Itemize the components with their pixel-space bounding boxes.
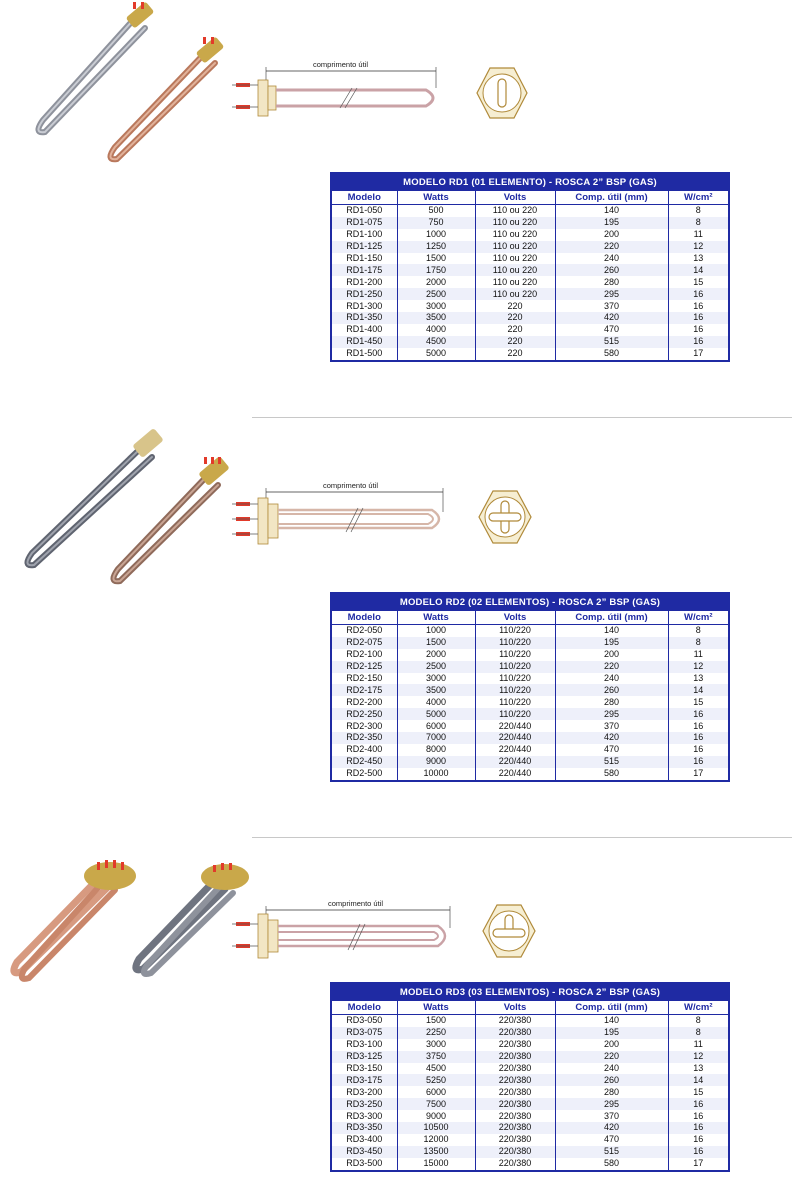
dimension-label: comprimento útil (313, 60, 369, 69)
table-cell: 220 (475, 348, 555, 361)
table-cell: RD1-450 (331, 336, 397, 348)
table-cell: 110 ou 220 (475, 288, 555, 300)
section-rd1 (0, 0, 800, 410)
technical-drawing (228, 58, 448, 128)
technical-drawing (228, 480, 453, 555)
table-cell: 220 (555, 1051, 668, 1063)
column-header: Volts (475, 611, 555, 625)
table-cell: 220 (555, 661, 668, 673)
column-header: Modelo (331, 1001, 397, 1015)
table-cell: 13 (668, 673, 729, 685)
table-cell: RD2-075 (331, 637, 397, 649)
table-row (331, 1074, 729, 1086)
table-cell: 6000 (397, 720, 475, 732)
section-divider (252, 837, 792, 838)
table-cell: 8 (668, 625, 729, 637)
column-header: W/cm² (668, 1001, 729, 1015)
column-header: Comp. útil (mm) (555, 191, 668, 205)
table-cell: 140 (555, 205, 668, 217)
table-cell: 200 (555, 1039, 668, 1051)
table-cell: RD2-400 (346, 744, 383, 755)
table-cell: 220/380 (475, 1122, 555, 1134)
table-row (331, 312, 729, 324)
table-cell: 220/380 (475, 1146, 555, 1158)
section-rd3 (0, 840, 800, 1200)
table-cell: RD2-350 (331, 732, 397, 744)
table-cell: 3000 (397, 1039, 475, 1051)
table-cell: 110/220 (475, 696, 555, 708)
table-cell: 4500 (397, 336, 475, 348)
column-header: Modelo (331, 611, 397, 625)
table-cell: 110/220 (475, 673, 555, 685)
table-cell: 110/220 (475, 637, 555, 649)
table-row (331, 696, 729, 708)
table-cell: 750 (397, 217, 475, 229)
table-cell: 110 ou 220 (475, 205, 555, 217)
dimension-label: comprimento útil (328, 899, 384, 908)
table-cell: RD3-450 (331, 1146, 397, 1158)
table-cell: RD1-200 (346, 276, 383, 287)
heater-photo-copper (100, 455, 240, 590)
table-cell: 16 (668, 288, 729, 300)
table-cell: 200 (555, 649, 668, 661)
table-row (331, 1086, 729, 1098)
table-cell: 295 (555, 708, 668, 720)
table-cell: RD1-350 (331, 312, 397, 324)
column-header: Watts (397, 191, 475, 205)
end-view-drawing (480, 902, 538, 960)
table-cell: 220/440 (475, 768, 555, 781)
table-cell: 16 (668, 744, 729, 756)
table-cell: RD3-300 (346, 1110, 383, 1121)
table-cell: 420 (555, 1122, 668, 1134)
table-cell: 13 (668, 1063, 729, 1075)
table-cell: 16 (668, 1098, 729, 1110)
table-cell: 370 (555, 1110, 668, 1122)
technical-drawing (228, 898, 458, 968)
table-row (331, 241, 729, 253)
table-cell: 16 (668, 732, 729, 744)
table-cell: 1500 (397, 637, 475, 649)
table-row (331, 205, 729, 217)
column-header: W/cm² (668, 191, 729, 205)
spec-table-rd1 (330, 172, 730, 362)
table-cell: 260 (555, 1074, 668, 1086)
table-row (331, 1098, 729, 1110)
heater-photo-copper (5, 850, 145, 985)
table-cell: 580 (555, 1158, 668, 1171)
table-cell: 470 (555, 324, 668, 336)
table-cell: RD2-050 (346, 625, 383, 636)
column-header: Volts (475, 191, 555, 205)
table-cell: 2250 (397, 1027, 475, 1039)
table-row (331, 1110, 729, 1122)
table-cell: 16 (668, 756, 729, 768)
table-cell: RD1-250 (331, 288, 397, 300)
section-rd2 (0, 420, 800, 830)
table-cell: RD2-150 (346, 673, 383, 683)
table-cell: 110/220 (475, 625, 555, 637)
table-cell: 110 ou 220 (475, 241, 555, 253)
table-row (331, 720, 729, 732)
table-cell: 515 (555, 756, 668, 768)
table-row (331, 708, 729, 720)
table-cell: 220 (475, 312, 555, 324)
table-cell: 220/380 (475, 1134, 555, 1146)
table-cell: RD1-050 (346, 205, 383, 216)
table-row (331, 288, 729, 300)
table-cell: RD1-400 (346, 324, 383, 335)
table-row (331, 625, 729, 637)
table-cell: 140 (555, 625, 668, 637)
table-cell: 370 (555, 720, 668, 732)
table-row (331, 732, 729, 744)
table-cell: 260 (555, 684, 668, 696)
column-header: Comp. útil (mm) (555, 1001, 668, 1015)
table-cell: 2500 (397, 288, 475, 300)
table-cell: 9000 (397, 756, 475, 768)
table-cell: 220/380 (475, 1039, 555, 1051)
table-cell: RD3-100 (346, 1039, 383, 1050)
table-row (331, 264, 729, 276)
table-cell: 16 (668, 1134, 729, 1146)
table-row (331, 1063, 729, 1075)
table-row (331, 756, 729, 768)
table-cell: 220/380 (475, 1063, 555, 1075)
table-row (331, 637, 729, 649)
table-row (331, 684, 729, 696)
table-cell: 110/220 (475, 708, 555, 720)
table-cell: 295 (555, 288, 668, 300)
table-cell: 240 (555, 1063, 668, 1075)
table-cell: 220/440 (475, 720, 555, 732)
table-cell: 8 (668, 205, 729, 217)
table-cell: 12 (668, 1051, 729, 1063)
table-cell: 16 (668, 312, 729, 324)
column-header: Watts (397, 611, 475, 625)
spec-table-rd3 (330, 982, 730, 1172)
table-cell: 9000 (397, 1110, 475, 1122)
table-cell: 15 (668, 696, 729, 708)
table-cell: 220/380 (475, 1051, 555, 1063)
table-cell: RD2-100 (346, 649, 383, 660)
table-cell: 420 (555, 312, 668, 324)
table-cell: 2500 (397, 661, 475, 673)
table-cell: RD3-500 (346, 1158, 383, 1169)
table-cell: 3500 (397, 684, 475, 696)
table-row (331, 1039, 729, 1051)
table-cell: 220 (555, 241, 668, 253)
table-cell: 13 (668, 253, 729, 265)
table-cell: RD2-200 (346, 696, 383, 707)
table-row (331, 1051, 729, 1063)
table-cell: RD3-075 (331, 1027, 397, 1039)
table-cell: 3750 (397, 1051, 475, 1063)
dimension-label: comprimento útil (323, 481, 379, 490)
table-cell: 8 (668, 1015, 729, 1027)
table-cell: 110/220 (475, 661, 555, 673)
table-cell: 110 ou 220 (475, 264, 555, 276)
table-cell: 16 (668, 324, 729, 336)
table-cell: 1250 (397, 241, 475, 253)
table-cell: 110 ou 220 (475, 229, 555, 241)
table-cell: 1000 (397, 229, 475, 241)
table-row (331, 348, 729, 361)
table-title: MODELO RD2 (02 ELEMENTOS) - ROSCA 2” BSP (GAS) (331, 593, 729, 611)
table-cell: 17 (668, 1158, 729, 1171)
table-cell: RD2-250 (331, 708, 397, 720)
spec-table-rd2 (330, 592, 730, 782)
table-cell: 5250 (397, 1074, 475, 1086)
table-cell: 16 (668, 1110, 729, 1122)
column-header: Watts (397, 1001, 475, 1015)
table-cell: 195 (555, 637, 668, 649)
table-cell: 515 (555, 336, 668, 348)
column-header: Comp. útil (mm) (555, 611, 668, 625)
table-cell: 4000 (397, 696, 475, 708)
table-cell: 10500 (397, 1122, 475, 1134)
table-cell: 1500 (397, 253, 475, 265)
section-divider (252, 417, 792, 418)
end-view-drawing (474, 65, 530, 121)
table-cell: RD3-050 (346, 1015, 383, 1026)
table-cell: 220/380 (475, 1027, 555, 1039)
table-row (331, 1015, 729, 1027)
table-cell: 515 (555, 1146, 668, 1158)
table-cell: 280 (555, 1086, 668, 1098)
table-cell: 13500 (397, 1146, 475, 1158)
table-cell: 240 (555, 253, 668, 265)
table-cell: RD1-075 (331, 217, 397, 229)
table-cell: 280 (555, 276, 668, 288)
table-row (331, 1158, 729, 1171)
table-cell: 5000 (397, 708, 475, 720)
table-cell: 16 (668, 720, 729, 732)
table-cell: 220/380 (475, 1086, 555, 1098)
table-cell: 500 (397, 205, 475, 217)
table-row (331, 661, 729, 673)
table-cell: 140 (555, 1015, 668, 1027)
table-cell: 12000 (397, 1134, 475, 1146)
table-cell: 195 (555, 1027, 668, 1039)
end-view-drawing (476, 488, 534, 546)
table-cell: RD3-175 (331, 1074, 397, 1086)
table-cell: RD2-300 (346, 720, 383, 731)
table-cell: 16 (668, 1122, 729, 1134)
table-cell: 8 (668, 217, 729, 229)
table-cell: RD1-125 (331, 241, 397, 253)
table-row (331, 229, 729, 241)
table-cell: 14 (668, 1074, 729, 1086)
table-cell: 11 (668, 1039, 729, 1051)
table-title: MODELO RD3 (03 ELEMENTOS) - ROSCA 2” BSP (GAS) (331, 983, 729, 1001)
table-cell: 7500 (397, 1098, 475, 1110)
table-cell: 8 (668, 1027, 729, 1039)
table-row (331, 1146, 729, 1158)
table-cell: 6000 (397, 1086, 475, 1098)
table-cell: RD1-175 (331, 264, 397, 276)
table-cell: 11 (668, 649, 729, 661)
table-cell: 3000 (397, 673, 475, 685)
table-cell: 16 (668, 708, 729, 720)
table-row (331, 253, 729, 265)
table-cell: 5000 (397, 348, 475, 361)
table-cell: 580 (555, 348, 668, 361)
table-cell: 220 (475, 336, 555, 348)
table-cell: 15 (668, 1086, 729, 1098)
table-cell: RD3-350 (331, 1122, 397, 1134)
table-cell: 14 (668, 264, 729, 276)
table-cell: 220/440 (475, 732, 555, 744)
table-cell: RD2-450 (331, 756, 397, 768)
table-row (331, 300, 729, 312)
table-cell: 470 (555, 744, 668, 756)
heater-photo-copper (95, 35, 235, 170)
table-row (331, 1122, 729, 1134)
table-cell: 12 (668, 661, 729, 673)
table-cell: 220 (475, 300, 555, 312)
column-header: Modelo (331, 191, 397, 205)
table-cell: 370 (555, 300, 668, 312)
table-cell: 260 (555, 264, 668, 276)
table-cell: 11 (668, 229, 729, 241)
column-header: Volts (475, 1001, 555, 1015)
table-cell: 280 (555, 696, 668, 708)
table-cell: 200 (555, 229, 668, 241)
table-cell: 220/380 (475, 1015, 555, 1027)
table-row (331, 1134, 729, 1146)
table-cell: 110/220 (475, 684, 555, 696)
table-cell: 420 (555, 732, 668, 744)
table-row (331, 673, 729, 685)
table-cell: RD1-150 (346, 253, 383, 263)
table-cell: 220/440 (475, 744, 555, 756)
table-cell: 16 (668, 300, 729, 312)
table-cell: RD2-500 (346, 768, 383, 779)
table-cell: RD3-400 (346, 1134, 383, 1145)
table-cell: 15000 (397, 1158, 475, 1171)
table-cell: 195 (555, 217, 668, 229)
table-cell: 17 (668, 348, 729, 361)
table-cell: RD3-200 (346, 1086, 383, 1097)
column-header: W/cm² (668, 611, 729, 625)
table-cell: 3500 (397, 312, 475, 324)
table-cell: 220/380 (475, 1158, 555, 1171)
table-cell: 8 (668, 637, 729, 649)
table-cell: 7000 (397, 732, 475, 744)
table-row (331, 1027, 729, 1039)
table-row (331, 768, 729, 781)
table-row (331, 744, 729, 756)
table-row (331, 649, 729, 661)
table-cell: 16 (668, 1146, 729, 1158)
table-row (331, 276, 729, 288)
table-cell: 4000 (397, 324, 475, 336)
table-cell: 470 (555, 1134, 668, 1146)
table-cell: 3000 (397, 300, 475, 312)
table-cell: 2000 (397, 649, 475, 661)
table-cell: 110/220 (475, 649, 555, 661)
table-cell: 220/380 (475, 1110, 555, 1122)
table-cell: RD1-100 (346, 229, 383, 240)
table-row (331, 217, 729, 229)
table-cell: RD1-500 (346, 348, 383, 359)
table-cell: RD3-125 (331, 1051, 397, 1063)
table-cell: 240 (555, 673, 668, 685)
table-cell: 220/440 (475, 756, 555, 768)
table-row (331, 324, 729, 336)
table-cell: 580 (555, 768, 668, 781)
table-cell: 1500 (397, 1015, 475, 1027)
table-title: MODELO RD1 (01 ELEMENTO) - ROSCA 2” BSP (GAS) (331, 173, 729, 191)
table-cell: 16 (668, 336, 729, 348)
table-cell: RD3-250 (331, 1098, 397, 1110)
table-cell: 1000 (397, 625, 475, 637)
table-cell: RD3-150 (346, 1063, 383, 1073)
table-cell: 8000 (397, 744, 475, 756)
table-row (331, 336, 729, 348)
table-cell: 295 (555, 1098, 668, 1110)
table-cell: 110 ou 220 (475, 217, 555, 229)
table-cell: RD2-125 (331, 661, 397, 673)
table-cell: 1750 (397, 264, 475, 276)
table-cell: 17 (668, 768, 729, 781)
table-cell: 220 (475, 324, 555, 336)
table-cell: 12 (668, 241, 729, 253)
table-cell: 15 (668, 276, 729, 288)
table-cell: 14 (668, 684, 729, 696)
table-cell: 220/380 (475, 1074, 555, 1086)
table-cell: 110 ou 220 (475, 276, 555, 288)
table-cell: 10000 (397, 768, 475, 781)
table-cell: RD2-175 (331, 684, 397, 696)
table-cell: 110 ou 220 (475, 253, 555, 265)
table-cell: 4500 (397, 1063, 475, 1075)
table-cell: 2000 (397, 276, 475, 288)
table-cell: RD1-300 (346, 300, 383, 311)
table-cell: 220/380 (475, 1098, 555, 1110)
